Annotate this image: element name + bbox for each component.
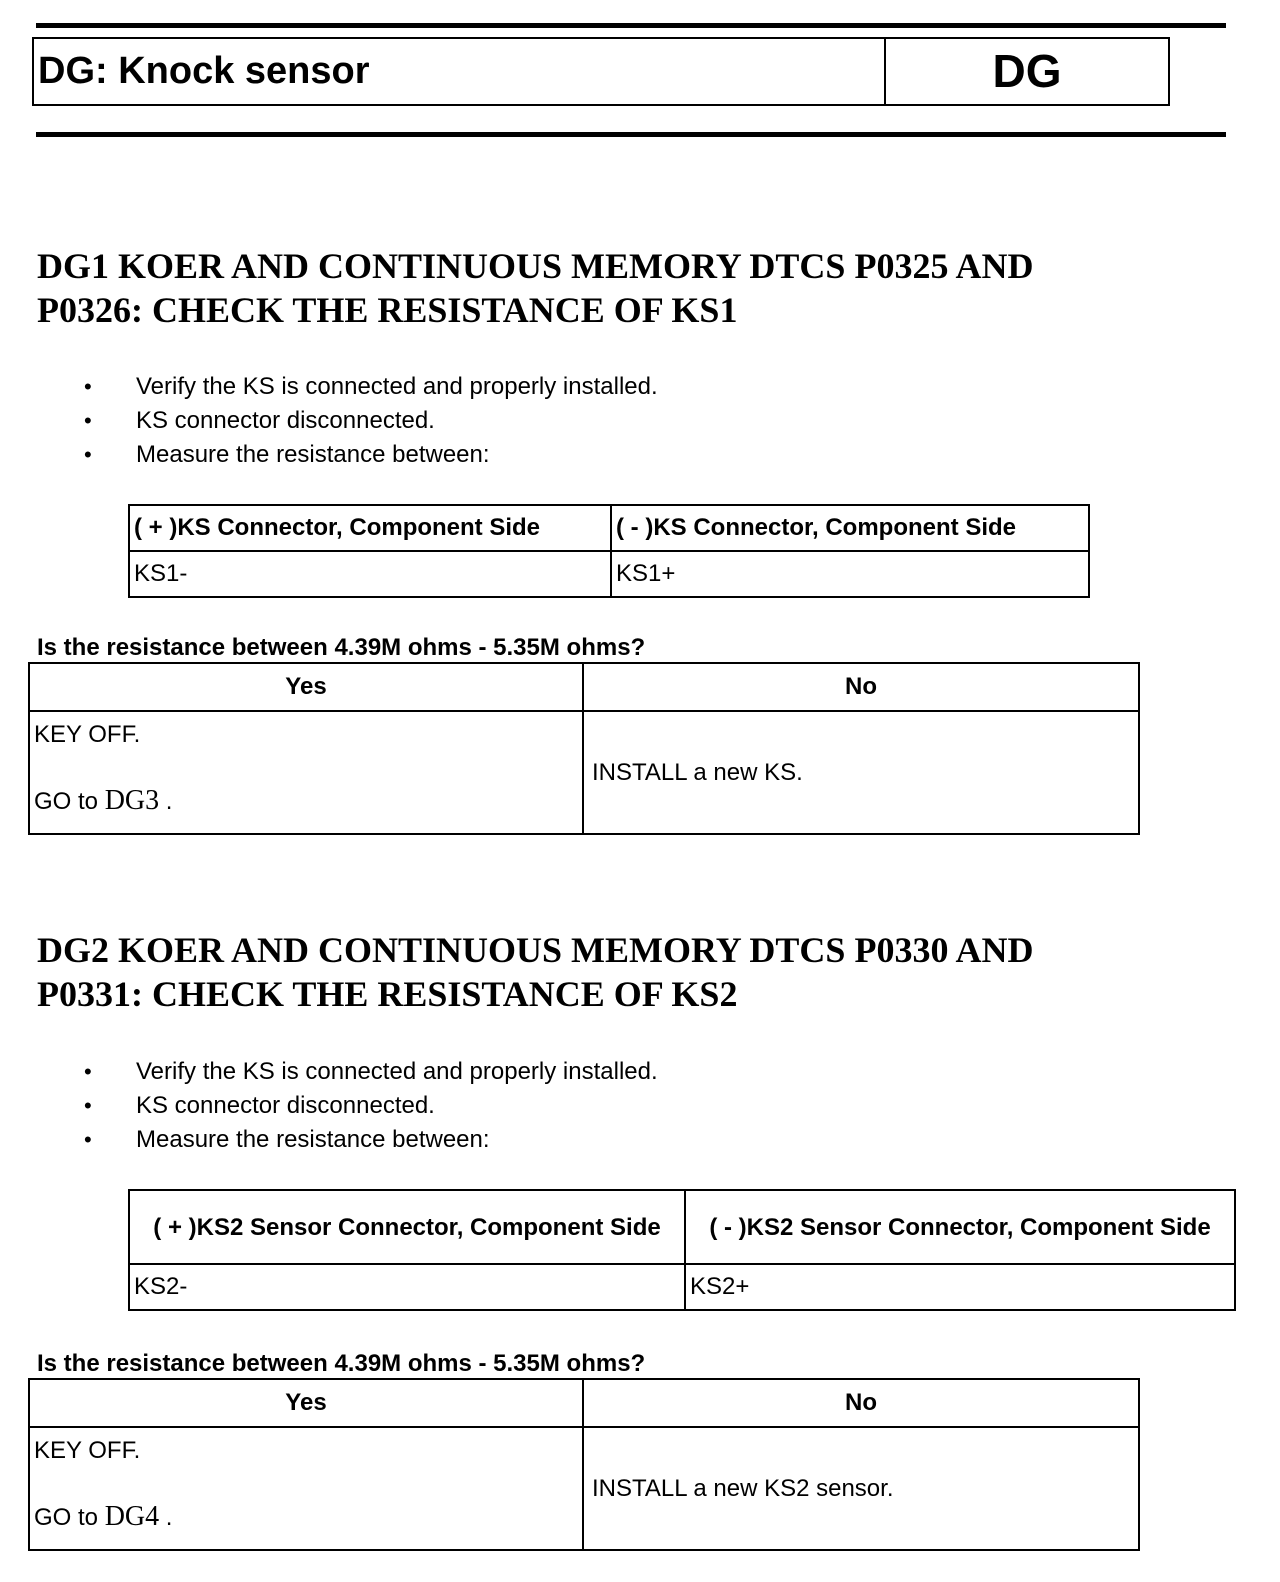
dg1-answer-table	[28, 662, 1140, 835]
yes-header: Yes	[29, 663, 583, 711]
table-header-cell: ( - )KS Connector, Component Side	[611, 505, 1089, 551]
goto-dg3-link[interactable]: DG3	[104, 785, 160, 816]
section-title-line: DG1 KOER AND CONTINUOUS MEMORY DTCS P0325 AND	[37, 246, 1034, 286]
table-row	[129, 1264, 1235, 1310]
goto-line	[34, 786, 578, 817]
table-header-cell: ( + )KS2 Sensor Connector, Component Side	[129, 1190, 685, 1264]
dg2-connector-table	[128, 1189, 1236, 1311]
yes-cell	[29, 711, 583, 834]
section-code: DG	[992, 45, 1062, 97]
goto-suffix: .	[159, 788, 173, 815]
no-cell: INSTALL a new KS2 sensor.	[583, 1427, 1139, 1550]
list-item: • Verify the KS is connected and properly installed.	[80, 370, 658, 404]
section-title-line: DG2 KOER AND CONTINUOUS MEMORY DTCS P0330 AND	[37, 930, 1034, 970]
list-item: • Measure the resistance between:	[80, 438, 658, 472]
no-cell: INSTALL a new KS.	[583, 711, 1139, 834]
table-row	[29, 1427, 1139, 1550]
section-dg2-title	[37, 928, 1187, 1016]
goto-suffix: .	[159, 1504, 173, 1531]
goto-prefix: GO to	[34, 1504, 105, 1531]
goto-prefix: GO to	[34, 788, 105, 815]
table-header-cell: ( - )KS2 Sensor Connector, Component Side	[685, 1190, 1235, 1264]
page-title: DG: Knock sensor	[34, 39, 886, 104]
section-title-line: P0331: CHECK THE RESISTANCE OF KS2	[37, 974, 738, 1014]
section-title-line: P0326: CHECK THE RESISTANCE OF KS1	[37, 290, 738, 330]
table-row	[29, 711, 1139, 834]
goto-dg4-link[interactable]: DG4	[104, 1501, 160, 1532]
no-header: No	[583, 1379, 1139, 1427]
no-header: No	[583, 663, 1139, 711]
list-item: • Measure the resistance between:	[80, 1123, 658, 1157]
list-item: • Verify the KS is connected and properly installed.	[80, 1055, 658, 1089]
header-bottom-rule	[36, 132, 1226, 137]
table-cell: KS2-	[129, 1264, 685, 1310]
yes-cell	[29, 1427, 583, 1550]
table-cell: KS2+	[685, 1264, 1235, 1310]
table-row	[129, 551, 1089, 597]
table-cell: KS1+	[611, 551, 1089, 597]
table-cell: KS1-	[129, 551, 611, 597]
dg2-question: Is the resistance between 4.39M ohms - 5.35M ohms?	[37, 1350, 646, 1377]
dg1-question: Is the resistance between 4.39M ohms - 5.35M ohms?	[37, 634, 646, 661]
dg1-steps-list	[80, 370, 658, 472]
dg2-answer-table	[28, 1378, 1140, 1551]
section-dg1-title	[37, 244, 1187, 332]
dg1-connector-table	[128, 504, 1090, 598]
key-off-text: KEY OFF.	[34, 1437, 141, 1464]
top-rule	[36, 23, 1226, 28]
list-item: • KS connector disconnected.	[80, 404, 658, 438]
table-header-cell: ( + )KS Connector, Component Side	[129, 505, 611, 551]
goto-line	[34, 1502, 578, 1533]
key-off-text: KEY OFF.	[34, 721, 141, 748]
list-item: • KS connector disconnected.	[80, 1089, 658, 1123]
page-header	[32, 37, 1170, 106]
yes-header: Yes	[29, 1379, 583, 1427]
dg2-steps-list	[80, 1055, 658, 1157]
